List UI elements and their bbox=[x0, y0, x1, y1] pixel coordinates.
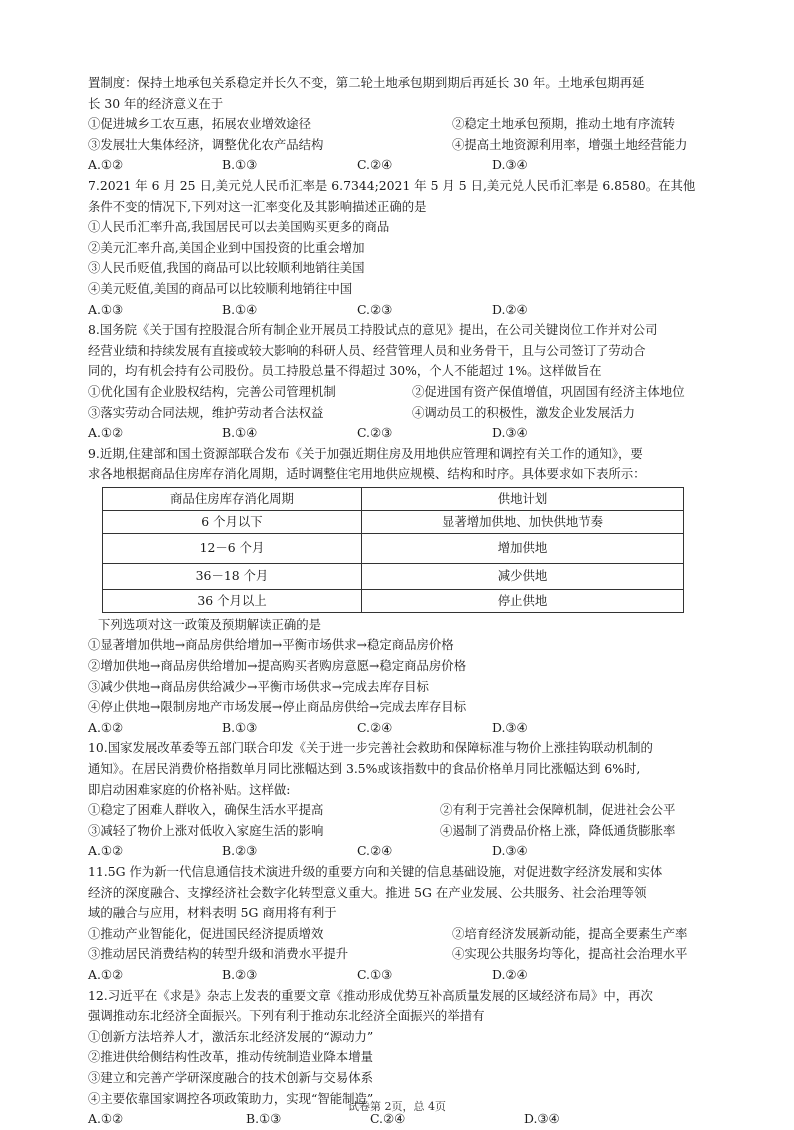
table-cell: 停止供地 bbox=[362, 589, 684, 612]
option-c: C.②④ bbox=[357, 719, 393, 735]
answer-options bbox=[88, 423, 728, 444]
question-text-line: 置制度：保持土地承包关系稳定并长久不变，第二轮土地承包期到期后再延长 30 年。土地承包期再延 bbox=[88, 75, 645, 90]
option-d: D.③④ bbox=[492, 719, 528, 735]
statement-4: ④主要依靠国家调控各项政策助力，实现“智能制造” bbox=[88, 1090, 374, 1106]
statement-2: ②培育经济发展新动能，提高全要素生产率 bbox=[452, 925, 688, 941]
statement-1: ①推动产业智能化，促进国民经济提质增效 bbox=[88, 925, 324, 941]
question-text-line: 10.国家发展改革委等五部门联合印发《关于进一步完善社会救助和保障标准与物价上涨挂钩联动机制的 bbox=[88, 740, 653, 756]
statement-2: ②美元汇率升高,美国企业到中国投资的比重会增加 bbox=[88, 239, 365, 255]
column-header: 商品住房库存消化周期 bbox=[103, 487, 362, 510]
table-cell: 36 个月以上 bbox=[103, 589, 362, 612]
table-cell: 减少供地 bbox=[362, 563, 684, 589]
statement-3: ③减轻了物价上涨对低收入家庭生活的影响 bbox=[88, 822, 324, 838]
question-text-line: 经营业绩和持续发展有直接或较大影响的科研人员、经营管理人员和业务骨干，且与公司签订了劳动合 bbox=[88, 342, 646, 358]
question-8 bbox=[88, 320, 728, 444]
statement-1: ①显著增加供地→商品房供给增加→平衡市场供求→稳定商品房价格 bbox=[88, 637, 454, 653]
statement-3: ③建立和完善产学研深度融合的技术创新与交易体系 bbox=[88, 1069, 373, 1085]
table-row bbox=[103, 589, 684, 612]
option-d: D.②④ bbox=[492, 966, 528, 982]
question-text-line: 9.近期,住建部和国土资源部联合发布《关于加强近期住房及用地供应管理和调控有关工作的通知》，要 bbox=[88, 445, 643, 461]
answer-options bbox=[88, 155, 728, 176]
statement-3: ③减少供地→商品房供给减少→平衡市场供求→完成去库存目标 bbox=[88, 678, 429, 694]
option-c: C.②③ bbox=[357, 301, 393, 317]
option-d: D.③④ bbox=[524, 1111, 560, 1127]
question-text-line: 7.2021 年 6 月 25 日,美元兑人民币汇率是 6.7344;2021 年 5 月 5 日,美元兑人民币汇率是 6.8580。在其他 bbox=[88, 177, 696, 193]
option-a: A.①② bbox=[88, 157, 124, 173]
question-text-line: 经济的深度融合、支撑经济社会数字化转型意义重大。推进 5G 在产业发展、公共服务、社会治理等领 bbox=[88, 884, 647, 900]
option-a: A.①② bbox=[88, 425, 124, 441]
option-c: C.②④ bbox=[357, 843, 393, 859]
statement-4: ④提高土地资源利用率，增强土地经营能力 bbox=[452, 136, 688, 152]
statement-2: ②有利于完善社会保障机制，促进社会公平 bbox=[440, 802, 676, 818]
option-b: B.①③ bbox=[222, 719, 258, 735]
question-text-line: 强调推动东北经济全面振兴。下列有利于推动东北经济全面振兴的举措有 bbox=[88, 1008, 485, 1024]
option-a: A.①② bbox=[88, 719, 124, 735]
question-text-line: 长 30 年的经济意义在于 bbox=[88, 95, 224, 111]
exam-page bbox=[88, 73, 728, 1130]
question-6-continuation bbox=[88, 73, 728, 176]
option-b: B.②③ bbox=[222, 966, 258, 982]
table-cell: 显著增加供地、加快供地节奏 bbox=[362, 510, 684, 533]
table-row bbox=[103, 533, 684, 563]
question-text-line: 同的，均有机会持有公司股份。员工持股总量不得超过 30%，个人不能超过 1%。这样做旨在 bbox=[88, 363, 602, 379]
question-text-line: 即启动困难家庭的价格补贴。这样做: bbox=[88, 781, 291, 797]
statement-2: ②促进国有资产保值增值，巩固国有经济主体地位 bbox=[412, 383, 685, 399]
table-cell: 12－6 个月 bbox=[103, 533, 362, 563]
table-cell: 6 个月以下 bbox=[103, 510, 362, 533]
statement-1: ①人民币汇率升高,我国居民可以去美国购买更多的商品 bbox=[88, 219, 390, 235]
page-footer: 试卷第 2页，总 4页 bbox=[348, 1100, 446, 1113]
table-row bbox=[103, 563, 684, 589]
column-header: 供地计划 bbox=[362, 487, 684, 510]
option-a: A.①③ bbox=[88, 301, 124, 317]
question-text-line: 域的融合与应用，材料表明 5G 商用将有利于 bbox=[88, 905, 337, 921]
answer-options bbox=[88, 300, 728, 321]
statement-3: ③推动居民消费结构的转型升级和消费水平提升 bbox=[88, 946, 349, 962]
option-d: D.②④ bbox=[492, 301, 528, 317]
option-a: A.①② bbox=[88, 966, 124, 982]
statement-1: ①促进城乡工农互惠，拓展农业增效途径 bbox=[88, 116, 312, 132]
question-text-line: 11.5G 作为新一代信息通信技术演进升级的重要方向和关键的信息基础设施，对促进数字经济发展和实体 bbox=[88, 864, 663, 879]
option-c: C.②④ bbox=[357, 157, 393, 173]
option-a: A.①② bbox=[88, 1111, 124, 1127]
answer-options bbox=[88, 718, 728, 739]
statement-1: ①优化国有企业股权结构，完善公司管理机制 bbox=[88, 383, 336, 399]
option-d: D.③④ bbox=[492, 425, 528, 441]
question-prompt: 下列选项对这一政策及预期解读正确的是 bbox=[98, 616, 322, 632]
statement-4: ④美元贬值,美国的商品可以比较顺利地销往中国 bbox=[88, 280, 353, 296]
option-d: D.③④ bbox=[492, 843, 528, 859]
option-b: B.②③ bbox=[222, 843, 258, 859]
statement-4: ④遏制了消费品价格上涨，降低通货膨胀率 bbox=[440, 822, 676, 838]
statement-2: ②增加供地→商品房供给增加→提高购买者购房意愿→稳定商品房价格 bbox=[88, 658, 467, 674]
statement-2: ②稳定土地承包预期，推动土地有序流转 bbox=[452, 116, 676, 132]
question-text-line: 通知》。在居民消费价格指数单月同比涨幅达到 3.5%或该指数中的食品价格单月同比涨幅达到 6%时, bbox=[88, 761, 641, 777]
question-text-line: 求各地根据商品住房库存消化周期，适时调整住宅用地供应规模、结构和时序。具体要求如下表所示： bbox=[88, 466, 646, 482]
question-7 bbox=[88, 176, 728, 320]
statement-2: ②推进供给侧结构性改革，推动传统制造业降本增量 bbox=[88, 1049, 373, 1065]
option-b: B.①③ bbox=[222, 157, 258, 173]
statement-1: ①创新方法培养人才，激活东北经济发展的“源动力” bbox=[88, 1028, 374, 1044]
question-9 bbox=[88, 444, 728, 739]
table-cell: 36－18 个月 bbox=[103, 563, 362, 589]
statement-4: ④实现公共服务均等化，提高社会治理水平 bbox=[452, 946, 688, 962]
option-c: C.②③ bbox=[357, 425, 393, 441]
question-text-line: 12.习近平在《求是》杂志上发表的重要文章《推动形成优势互补高质量发展的区域经济布局》中，再次 bbox=[88, 987, 653, 1003]
option-b: B.①④ bbox=[222, 425, 258, 441]
option-c: C.②④ bbox=[370, 1111, 406, 1127]
statement-4: ④调动员工的积极性，激发企业发展活力 bbox=[412, 404, 636, 420]
option-c: C.①③ bbox=[357, 966, 393, 982]
question-text-line: 条件不变的情况下,下列对这一汇率变化及其影响描述正确的是 bbox=[88, 198, 427, 214]
question-text-line: 8.国务院《关于国有控股混合所有制企业开展员工持股试点的意见》提出，在公司关键岗位工作并对公司 bbox=[88, 322, 658, 338]
answer-options bbox=[88, 965, 728, 986]
option-d: D.③④ bbox=[492, 157, 528, 173]
statement-1: ①稳定了困难人群收入，确保生活水平提高 bbox=[88, 802, 324, 818]
option-b: B.①④ bbox=[222, 301, 258, 317]
option-b: B.①③ bbox=[246, 1111, 282, 1127]
table-cell: 增加供地 bbox=[362, 533, 684, 563]
statement-3: ③人民币贬值,我国的商品可以比较顺利地销往美国 bbox=[88, 260, 365, 276]
table-header-row bbox=[103, 487, 684, 510]
question-10 bbox=[88, 738, 728, 862]
question-11 bbox=[88, 862, 728, 986]
answer-options bbox=[88, 841, 728, 862]
option-a: A.①② bbox=[88, 843, 124, 859]
statement-4: ④停止供地→限制房地产市场发展→停止商品房供给→完成去库存目标 bbox=[88, 699, 467, 715]
table-row bbox=[103, 510, 684, 533]
supply-plan-table bbox=[102, 487, 684, 613]
statement-3: ③发展壮大集体经济，调整优化农产品结构 bbox=[88, 136, 324, 152]
statement-3: ③落实劳动合同法规，维护劳动者合法权益 bbox=[88, 404, 324, 420]
